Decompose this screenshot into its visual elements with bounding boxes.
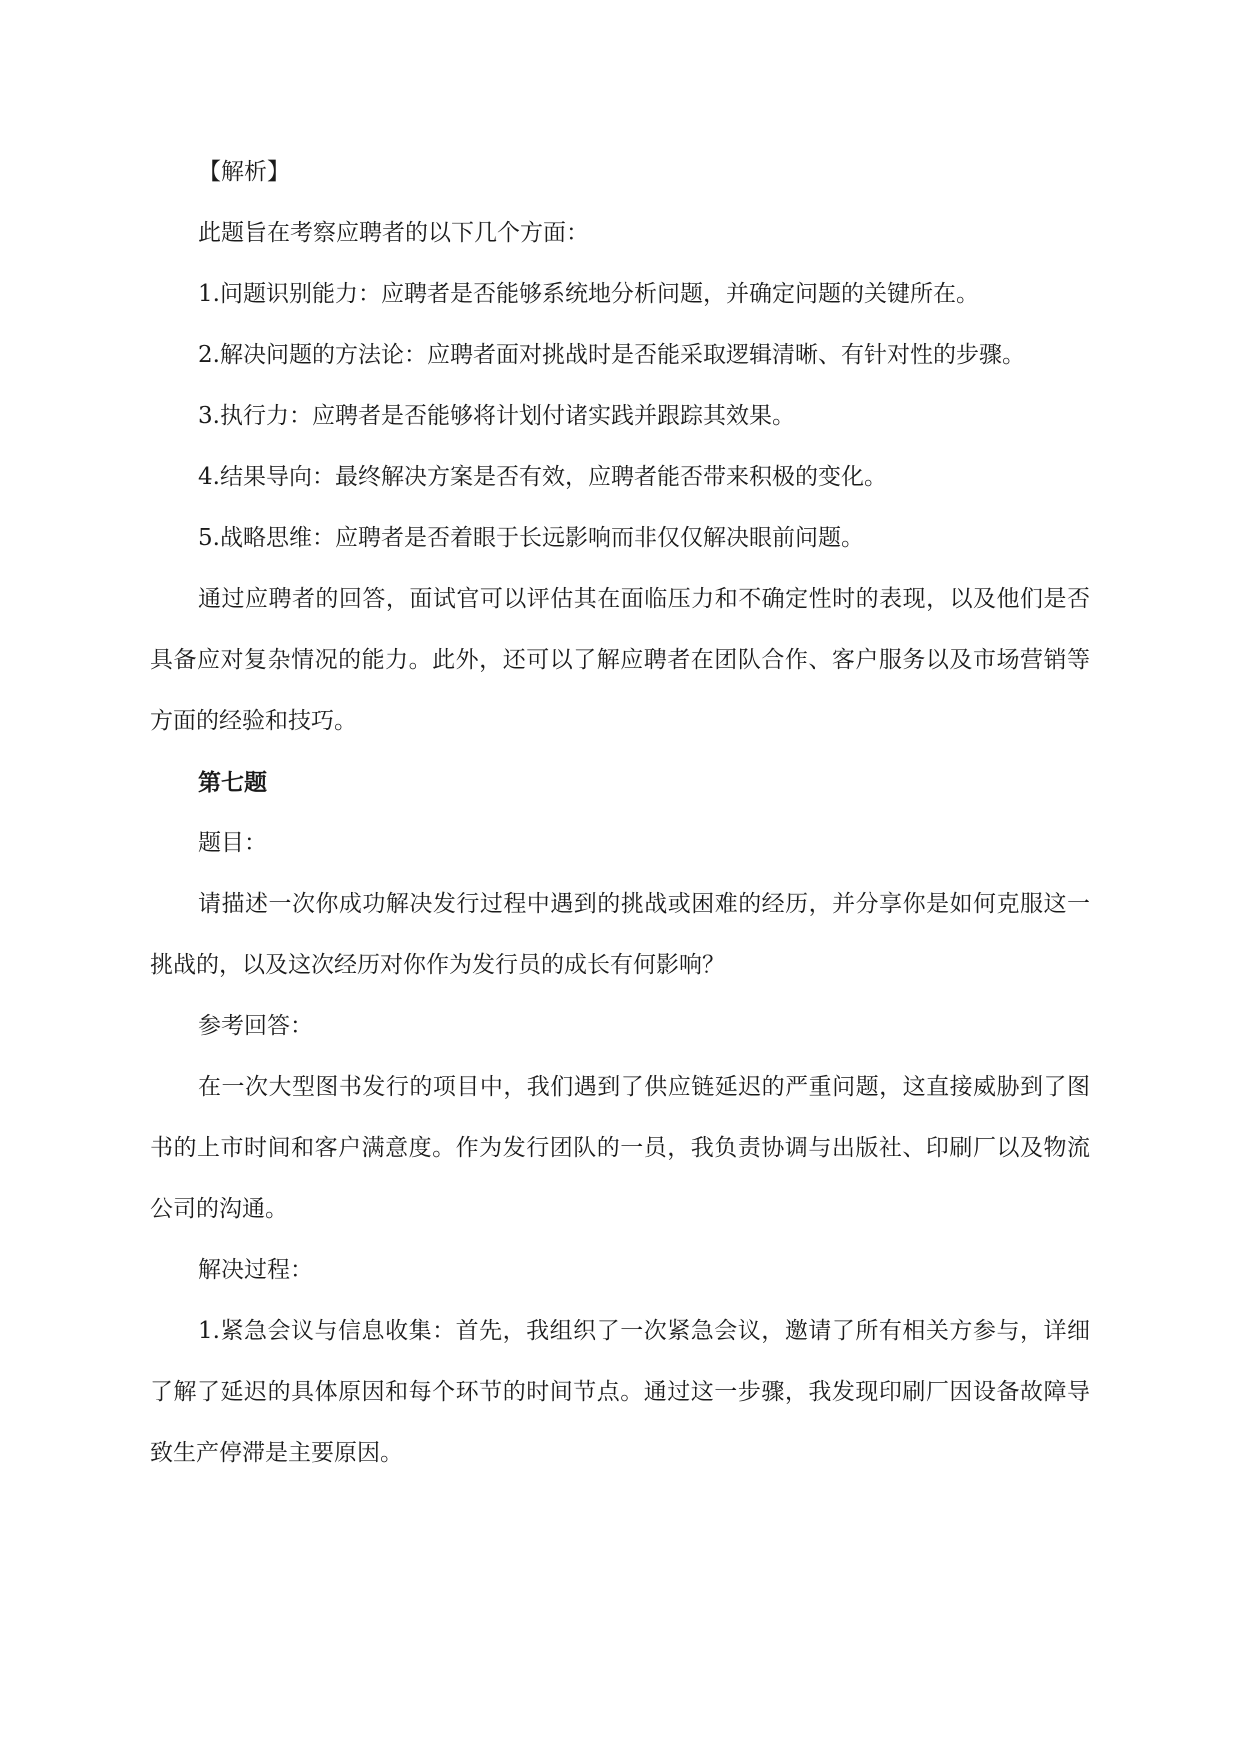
analysis-point-4: 4.结果导向：最终解决方案是否有效，应聘者能否带来积极的变化。 bbox=[198, 464, 887, 490]
solution-step-1: 1.紧急会议与信息收集：首先，我组织了一次紧急会议，邀请了所有相关方参与，详细了解了延迟的具体原因和每个环节的时间节点。通过这一步骤，我发现印刷厂因设备故障导致生产停滞是主要原因。 bbox=[150, 1318, 1090, 1466]
analysis-label: 【解析】 bbox=[198, 159, 290, 185]
question-text: 请描述一次你成功解决发行过程中遇到的挑战或困难的经历，并分享你是如何克服这一挑战的，以及这次经历对你作为发行员的成长有何影响？ bbox=[150, 891, 1090, 978]
document-body bbox=[150, 142, 1090, 1484]
reference-answer-label: 参考回答： bbox=[198, 1013, 313, 1039]
analysis-point-5: 5.战略思维：应聘者是否着眼于长远影响而非仅仅解决眼前问题。 bbox=[198, 525, 864, 551]
analysis-point-2: 2.解决问题的方法论：应聘者面对挑战时是否能采取逻辑清晰、有针对性的步骤。 bbox=[198, 342, 1025, 368]
analysis-summary: 通过应聘者的回答，面试官可以评估其在面临压力和不确定性时的表现，以及他们是否具备应对复杂情况的能力。此外，还可以了解应聘者在团队合作、客户服务以及市场营销等方面的经验和技巧。 bbox=[150, 586, 1090, 734]
reference-answer-text: 在一次大型图书发行的项目中，我们遇到了供应链延迟的严重问题，这直接威胁到了图书的上市时间和客户满意度。作为发行团队的一员，我负责协调与出版社、印刷厂以及物流公司的沟通。 bbox=[150, 1074, 1090, 1222]
analysis-point-3: 3.执行力：应聘者是否能够将计划付诸实践并跟踪其效果。 bbox=[198, 403, 795, 429]
analysis-point-1: 1.问题识别能力：应聘者是否能够系统地分析问题，并确定问题的关键所在。 bbox=[198, 281, 979, 307]
question-label: 题目： bbox=[198, 830, 267, 856]
question-7-heading: 第七题 bbox=[198, 769, 267, 796]
analysis-intro: 此题旨在考察应聘者的以下几个方面： bbox=[198, 220, 589, 246]
solution-process-label: 解决过程： bbox=[198, 1257, 313, 1283]
